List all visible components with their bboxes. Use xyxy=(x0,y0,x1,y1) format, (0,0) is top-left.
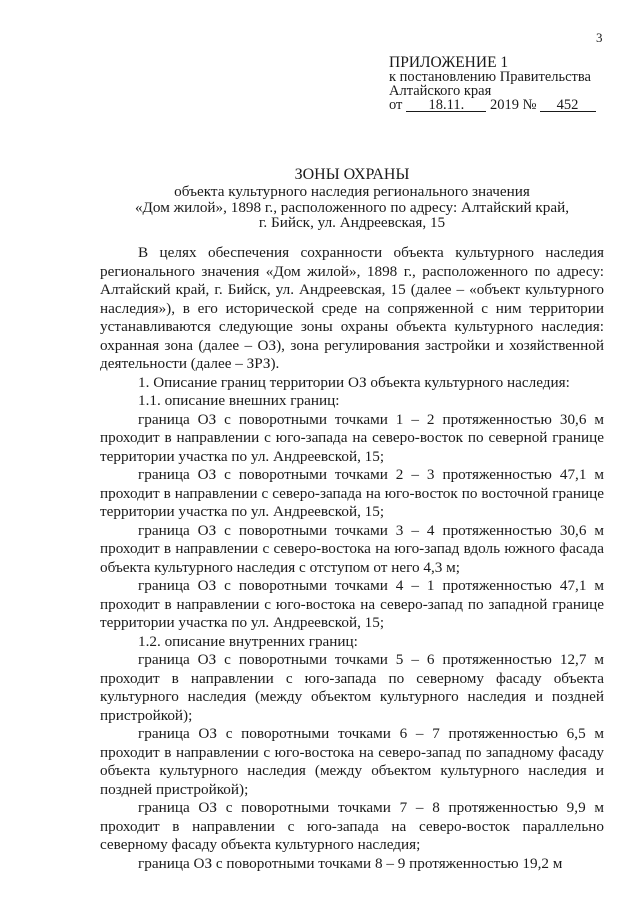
boundary-paragraph: граница ОЗ с поворотными точками 8 – 9 протяженностью 19,2 м xyxy=(138,854,563,872)
document-title: ЗОНЫ ОХРАНЫ xyxy=(294,166,410,183)
appendix-line-2: Алтайского края xyxy=(389,83,492,99)
boundary-paragraph: граница ОЗ с поворотными точками 6 – 7 протяженностью 6,5 м проходит в направлении с юго-востока на северо-запад по западному фасаду объекта культурного наследия (между объектом культурного наследия и поздней пристройкой); xyxy=(100,725,604,798)
section-1-heading: 1. Описание границ территории ОЗ объекта культурного наследия: xyxy=(138,373,570,391)
appendix-date-line xyxy=(389,98,619,112)
subtitle-line-3: г. Бийск, ул. Андреевская, 15 xyxy=(258,214,446,231)
boundary-paragraph: граница ОЗ с поворотными точками 4 – 1 протяженностью 47,1 м проходит в направлении с юго-востока на северо-запад по западной границе территории участка по ул. Андреевской, 15; xyxy=(100,577,604,631)
boundary-paragraph: граница ОЗ с поворотными точками 2 – 3 протяженностью 47,1 м проходит в направлении с северо-запада на юго-восток по восточной границе территории участка по ул. Андреевской, 15; xyxy=(100,466,604,520)
boundary-paragraph: граница ОЗ с поворотными точками 3 – 4 протяженностью 30,6 м проходит в направлении с северо-востока на юго-запад вдоль южного фасада объекта культурного наследия с отступом от него 4,3 м; xyxy=(100,521,604,576)
title-block xyxy=(100,165,604,231)
boundary-paragraph: граница ОЗ с поворотными точками 5 – 6 протяженностью 12,7 м проходит в направлении с юго-запада по северному фасаду объекта культурного наследия (между объектом культурного наследия и поздней пристройкой); xyxy=(100,651,604,724)
boundary-paragraph: граница ОЗ с поворотными точками 7 – 8 протяженностью 9,9 м проходит в направлении с юго-запада на северо-восток параллельно северному фасаду объекта культурного наследия; xyxy=(100,799,604,853)
intro-paragraph: В целях обеспечения сохранности объекта культурного наследия регионального значения «Дом жилой», 1898 г., расположенного по адресу: Алтайский край, г. Бийск, ул. Андреевская, 15 (далее – «объект культурного наследия»), в его исторической среде на сопряженной с ним территории устанавливаются следующие зоны охраны объекта культурного наследия: охранная зона (далее – ОЗ), зона регулирования застройки и хозяйственной деятельности (далее – ЗРЗ). xyxy=(100,244,604,372)
document-body xyxy=(100,244,604,873)
boundary-paragraph: граница ОЗ с поворотными точками 1 – 2 протяженностью 30,6 м проходит в направлении с юго-запада на северо-восток по северной границе территории участка по ул. Андреевской, 15; xyxy=(100,410,604,465)
date-prefix: от xyxy=(389,97,403,113)
subtitle-line-2: «Дом жилой», 1898 г., расположенного по адресу: Алтайский край, xyxy=(134,198,570,216)
year-text: 2019 № xyxy=(490,97,537,113)
resolution-number: 452 xyxy=(540,99,596,112)
date-value: 18.11. xyxy=(406,99,486,112)
appendix-block xyxy=(389,56,619,112)
page-number: 3 xyxy=(596,30,603,45)
subtitle-line-1: объекта культурного наследия регионального значения xyxy=(174,183,530,200)
appendix-line-1: к постановлению Правительства xyxy=(389,69,591,85)
section-1-2-heading: 1.2. описание внутренних границ: xyxy=(138,632,358,650)
section-1-1-heading: 1.1. описание внешних границ: xyxy=(138,392,340,409)
appendix-heading: ПРИЛОЖЕНИЕ 1 xyxy=(389,54,509,71)
